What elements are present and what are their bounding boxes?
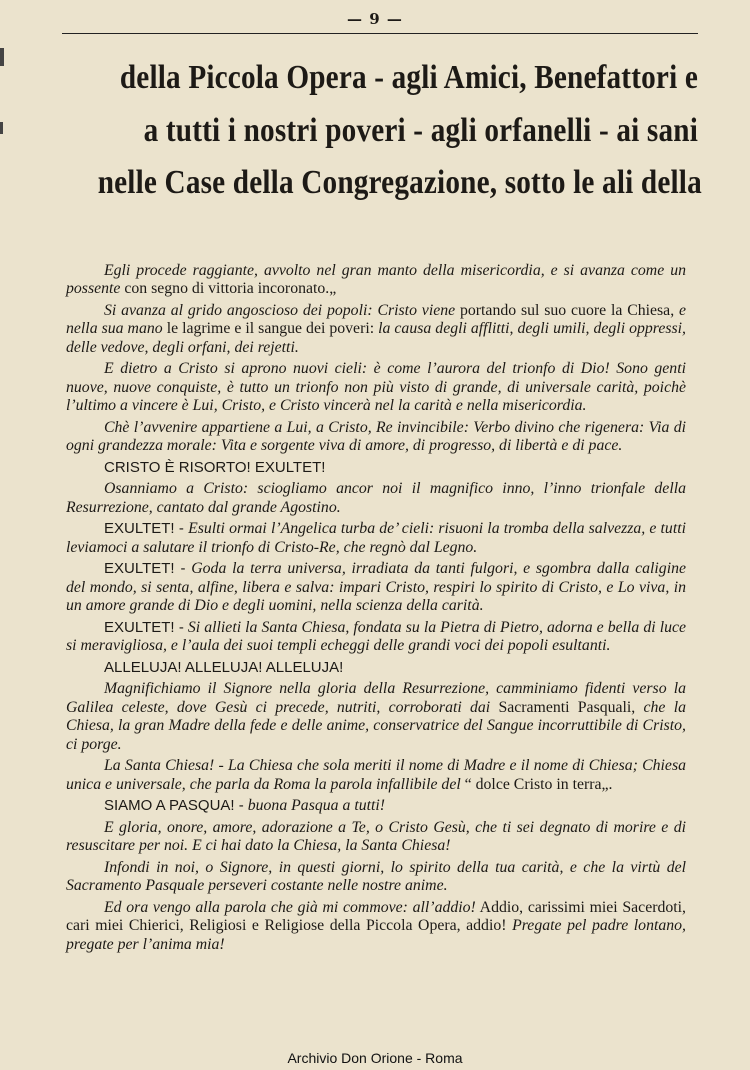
headline-line-1: della Piccola Opera - agli Amici, Benefattori e — [119, 59, 698, 96]
header-rule — [62, 33, 698, 34]
text-run: la causa degli afflitti, degli umili, degli oppressi, delle vedove, degli orfani, dei rejetti. — [66, 320, 686, 356]
paragraph: E gloria, onore, amore, adorazione a Te, o Cristo Gesù, che ti sei degnato di morire e di resuscitare per noi. E ci hai dato la Chiesa, la Santa Chiesa! — [66, 818, 686, 855]
paragraph — [66, 262, 686, 299]
text-run: che la Chiesa, la gran Madre della fede e delle anime, conservatrice del Sangue incorruttibile di Cristo, ci porge. — [66, 698, 686, 753]
binding-edge-mark — [0, 48, 4, 66]
text-run: Goda la terra universa, irradiata da tanti fulgori, e sgombra dalla caligine del mondo, si senta, alfine, libera e salva: impari Cristo, respiri lo spirito di Cristo, e Lo viva, in un amore grande di Dio e degli uomini, nella scienza della carità. — [66, 560, 687, 615]
text-run: Esulti ormai l’Angelica turba de’ cieli: risuoni la tromba della salvezza, e tutti leviamoci a salutare il trionfo di Cristo-Re, che regnò dal Legno. — [66, 520, 686, 556]
text-run: con segno di vittoria incoronato.„ — [124, 280, 337, 298]
paragraph — [66, 619, 686, 656]
paragraph-exclamation: ALLELUJA! ALLELUJA! ALLELUJA! — [104, 658, 344, 676]
text-run: Pregate pel padre lontano, pregate per l’anima mia! — [66, 917, 686, 953]
letter-body — [66, 262, 686, 954]
text-run: Sacramenti Pasquali, — [498, 698, 636, 716]
paragraph — [66, 680, 686, 754]
paragraph — [66, 560, 686, 615]
text-run: Addio, carissimi miei Sacerdoti, cari miei Chierici, Religiosi e Religiose della Piccola Opera, addio! — [66, 898, 686, 935]
text-run: SIAMO A PASQUA! - — [104, 797, 244, 815]
paragraph — [66, 757, 686, 794]
text-run: Si avanza al grido angoscioso dei popoli: Cristo viene — [104, 302, 456, 319]
paragraph: E dietro a Cristo si aprono nuovi cieli: è come l’aurora del trionfo di Dio! Sono genti nuove, nuove conquiste, è tutto un trionfo non più visto di grande, di universale carità, poichè l’ultimo a vincere è Lui, Cristo, e Cristo vincerà nel la carità e nella misericordia. — [66, 360, 686, 415]
text-run: EXULTET! - — [104, 520, 184, 538]
text-run: buona Pasqua a tutti! — [247, 797, 386, 815]
page-number: — 9 — — [347, 10, 403, 28]
paragraph: Osanniamo a Cristo: sciogliamo ancor noi il magnifico inno, l’inno trionfale della Resurrezione, cantato dal grande Agostino. — [66, 480, 686, 516]
paragraph — [66, 899, 686, 954]
text-run: Ed ora vengo alla parola che già mi commove: all’addio! — [104, 898, 476, 916]
paragraph — [66, 797, 686, 815]
headline-line-2: a tutti i nostri poveri - agli orfanelli - ai sani — [143, 112, 699, 149]
text-run: EXULTET! - — [104, 618, 184, 636]
text-run: Egli procede raggiante, avvolto nel gran manto della misericordia, e si avanza come un possente — [66, 262, 686, 298]
text-run: La Santa Chiesa! - La Chiesa che sola meriti il nome di Madre e il nome di Chiesa; Chiesa unica e universale, che parla da Roma la parola infallibile del — [66, 757, 686, 793]
text-run: EXULTET! - — [104, 560, 186, 578]
text-run: portando sul suo cuore la Chiesa, — [459, 302, 675, 319]
headline-line-3: nelle Case della Congregazione, sotto le ali della — [97, 164, 702, 201]
text-run: le lagrime e il sangue dei poveri: — [166, 320, 375, 338]
text-run: “ dolce Cristo in terra„. — [464, 775, 613, 793]
paragraph — [66, 302, 686, 357]
archive-footer: Archivio Don Orione - Roma — [287, 1050, 463, 1066]
paragraph: Chè l’avvenire appartiene a Lui, a Cristo, Re invincibile: Verbo divino che rigenera: Via di ogni grandezza morale: Vita e sorgente viva di amore, di progresso, di libertà e di pace. — [66, 418, 686, 455]
text-run: Si allieti la Santa Chiesa, fondata su la Pietra di Pietro, adorna e bella di luce si meravigliosa, e l’aula dei suoi templi echeggi delle grandi voci dei popoli esultanti. — [66, 618, 687, 655]
paragraph: Infondi in noi, o Signore, in questi giorni, lo spirito della tua carità, e che la virtù del Sacramento Pasquale perseveri costante nelle nostre anime. — [66, 858, 686, 895]
text-run: Magnifichiamo il Signore nella gloria della Resurrezione, camminiamo fidenti verso la Galilea celeste, dove Gesù ci precede, nutriti, corroborati dai — [66, 680, 686, 716]
text-run: e nella sua mano — [66, 302, 687, 338]
paragraph-exclamation: CRISTO È RISORTO! EXULTET! — [104, 458, 326, 476]
paragraph — [66, 520, 686, 557]
binding-edge-mark — [0, 122, 3, 134]
